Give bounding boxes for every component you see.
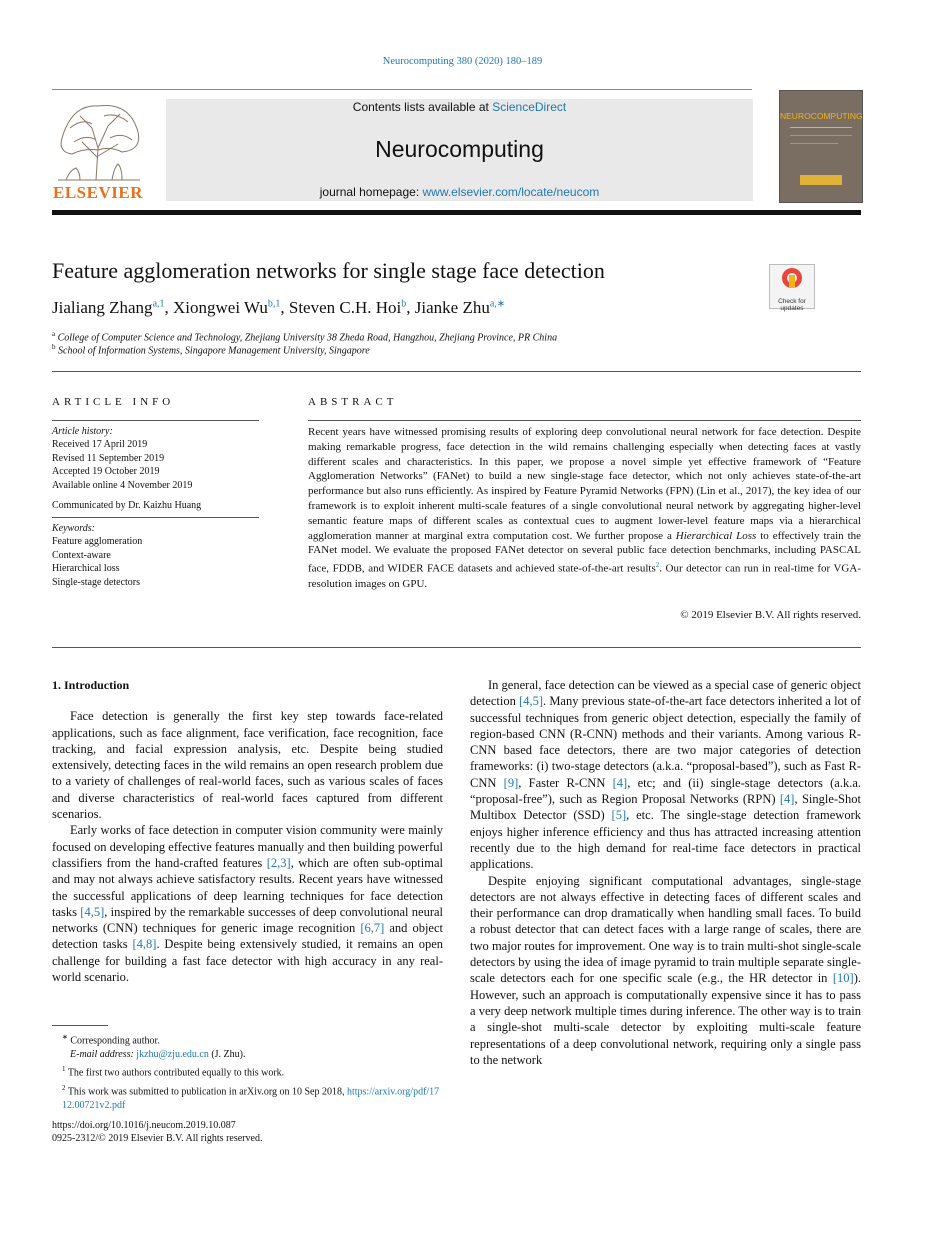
- communicated-by: Communicated by Dr. Kaizhu Huang: [52, 500, 202, 511]
- citation-link[interactable]: [2,3]: [266, 855, 291, 870]
- footnote-ref[interactable]: 2: [655, 561, 660, 570]
- citation-link[interactable]: [5]: [611, 808, 627, 823]
- author-sup[interactable]: b,1: [267, 298, 281, 310]
- citation-link[interactable]: [9]: [503, 775, 519, 790]
- footnote-corresponding: ∗ Corresponding author.: [62, 1033, 160, 1047]
- keywords: [52, 522, 262, 589]
- author-name: Steven C.H. Hoi: [288, 298, 402, 317]
- doi-link[interactable]: https://doi.org/10.1016/j.neucom.2019.10.087: [52, 1120, 236, 1131]
- abstract-heading: ABSTRACT: [308, 396, 398, 408]
- keyword: Context-aware: [52, 549, 111, 561]
- keyword: Hierarchical loss: [52, 563, 120, 575]
- author-sup[interactable]: b: [401, 298, 407, 310]
- history-label: Article history:: [52, 426, 113, 437]
- footnote-email: E-mail address: jkzhu@zju.edu.cn (J. Zhu).: [70, 1049, 246, 1061]
- article-info-heading: ARTICLE INFO: [52, 396, 175, 408]
- author-name: Jialiang Zhang: [52, 298, 153, 317]
- affiliation-a: $^a$ College of Computer Science and Technology, Zhejiang University 38 Zheda Road, Hangzhou, Zhejiang Province, PR China: [52, 330, 558, 344]
- citation-link[interactable]: [4,5]: [80, 904, 105, 919]
- footnote-1: $^1$ The first two authors contributed equally to this work.: [62, 1065, 285, 1079]
- keywords-rule: [52, 517, 259, 518]
- keywords-label: Keywords:: [52, 523, 95, 534]
- homepage-line: [166, 185, 753, 199]
- citation-link[interactable]: [4]: [779, 792, 795, 807]
- author-list: Jialiang Zhang$^{a,1}$, Xiongwei Wu$^{b,1}$, Steven C.H. Hoi$^b$, Jianke Zhu$^{a,∗}$: [52, 298, 506, 317]
- abstract-text: Recent years have witnessed promising results of exploring deep convolutional neural network for face detection. Despite making remarkable progress, face detection in the wild remains challenging especially when detecting faces at vastly different scales and characteristics. In this paper, we propose a novel simple yet effective framework of “Feature Agglomeration Networks” (FANet) to build a new single-stage face detector, which not only achieves state-of-the-art performance but also runs efficiently. As inspired by Feature Pyramid Networks (FPN) (Lin et al., 2017), the key idea of our framework is to exploit inherent multi-scale features of a single convolutional neural network by aggregating higher-level semantic feature maps of different scales as contextual cues to augment lower-level feature maps via a hierarchical agglomeration manner at marginal extra computation cost. We further propose a Hierarchical Loss to effectively train the FANet model. We evaluate the proposed FANet detector on several public face detection benchmarks, including PASCAL face, FDDB, and WIDER FACE datasets and achieved state-of-the-art results$^2$. Our detector can run in real-time for VGA-resolution images on GPU.: [308, 426, 862, 590]
- homepage-link[interactable]: www.elsevier.com/locate/neucom: [422, 185, 600, 199]
- revised-date: Revised 11 September 2019: [52, 452, 165, 464]
- elsevier-tree-icon: [52, 98, 144, 182]
- info-rule: [52, 420, 259, 421]
- received-date: Received 17 April 2019: [52, 439, 148, 451]
- article-title: Feature agglomeration networks for single stage face detection: [52, 258, 605, 283]
- section-heading-introduction: 1. Introduction: [52, 678, 130, 692]
- crossmark-icon: [770, 265, 814, 293]
- journal-cover-image: [779, 90, 863, 203]
- check-for-updates-button[interactable]: [769, 264, 815, 312]
- citation-link[interactable]: [4,8]: [132, 937, 157, 952]
- header-rule: [52, 89, 752, 90]
- body-rule: [52, 647, 861, 648]
- paragraph: Face detection is generally the first key step towards face-related applications, such as face alignment, face verification, face recognition, face tracking, and facial expression analysis, etc. Despite being studied extensively, detecting faces in the wild remains an open research problem due to a variety of challenges of real-world faces, such as various scales of faces and diverse characteristics of real-world faces captured from different scenarios.: [52, 709, 443, 822]
- author-sup[interactable]: a,1: [152, 298, 165, 310]
- accepted-date: Accepted 19 October 2019: [52, 466, 160, 478]
- footnotes: [52, 1030, 443, 1113]
- homepage-prefix: journal homepage:: [319, 185, 423, 199]
- crossmark-label: Check for updates: [778, 298, 806, 312]
- email-link[interactable]: jkzhu@zju.edu.cn: [136, 1049, 209, 1061]
- section-rule: [52, 371, 861, 372]
- footnote-2: $^2$ This work was submitted to publication in arXiv.org on 10 Sep 2018, https://arxiv.org/pdf/1712.00721v2.pdf: [62, 1083, 440, 1111]
- issn-line: 0925-2312/© 2019 Elsevier B.V. All rights reserved.: [52, 1133, 263, 1144]
- journal-name: Neurocomputing: [375, 136, 544, 162]
- keyword: Single-stage detectors: [52, 576, 141, 588]
- article-history: [52, 425, 262, 492]
- journal-reference[interactable]: Neurocomputing 380 (2020) 180–189: [382, 56, 543, 67]
- left-column: [52, 677, 443, 985]
- arxiv-link[interactable]: https://arxiv.org/pdf/1712.00721v2.pdf: [62, 1085, 440, 1111]
- author-name: Jianke Zhu: [414, 298, 490, 317]
- paragraph: In general, face detection can be viewed as a special case of generic object detection [4,5]. Many previous state-of-the-art face detectors inherited a lot of successful techniques from generic object detection, especially the family of region-based CNN (R-CNN) methods and their variants. Among various R-CNN based face detectors, there are two major categories of detection frameworks: (i) two-stage detectors (a.k.a. “proposal-based”), such as Fast R-CNN [9], Faster R-CNN [4], etc; and (ii) single-stage detectors (a.k.a. “proposal-free”), such as Region Proposal Networks (RPN) [4], Single-Shot Multibox Detector (SSD) [5], etc. The single-stage detection framework enjoys higher inference efficiency and thus has attracted increasing attention recently due to the high demand for real-time face detectors in practical applications.: [470, 678, 861, 872]
- sciencedirect-link[interactable]: ScienceDirect: [492, 100, 567, 114]
- citation-link[interactable]: [10]: [832, 971, 854, 986]
- publisher-name: ELSEVIER: [53, 183, 143, 202]
- paragraph: Despite enjoying significant computational advantages, single-stage detectors are not always effective in detecting faces of different scales and their performance can drop dramatically when handling small faces. To build a robust detector that can detect faces with a large range of scales, there are two major routes for improvement. One way is to train multi-shot single-scale detectors by using the idea of image pyramid to train multiple separate single-scale detectors each for one specific scale (e.g., the HR detector in [10]). However, such an approach is computationally expensive since it has to pass a very deep network multiple times during inference. The other way is to train a single-shot multi-scale detector by exploiting multi-scale feature representations of a deep convolutional network, requiring only a single pass to the network: [470, 873, 861, 1067]
- author-sup[interactable]: a,∗: [489, 298, 506, 310]
- cover-title: NEUROCOMPUTING: [780, 111, 863, 121]
- keyword: Feature agglomeration: [52, 536, 143, 548]
- citation-link[interactable]: [4,5]: [519, 694, 543, 709]
- online-date: Available online 4 November 2019: [52, 479, 193, 491]
- contents-prefix: Contents lists available at: [352, 100, 493, 114]
- abstract-rule: [308, 420, 861, 421]
- citation-link[interactable]: [4]: [612, 775, 628, 790]
- footnote-rule: [52, 1025, 108, 1026]
- contents-line: [166, 100, 753, 114]
- author-name: Xiongwei Wu: [173, 298, 268, 317]
- affiliation-b: $^b$ School of Information Systems, Singapore Management University, Singapore: [52, 343, 370, 357]
- header-thick-rule: [52, 210, 861, 215]
- paragraph: Early works of face detection in computer vision community were mainly focused on developing effective features manually and then building powerful classifiers from the hand-crafted features [2,3], which are often sub-optimal and may not always achieve satisfactory results. Recent years have witnessed the successful applications of deep learning techniques for face detection tasks [4,5], inspired by the remarkable successes of deep convolutional neural networks (CNN) techniques for generic image recognition [6,7] and object detection tasks [4,8]. Despite being extensively studied, it remains an open challenge for building a fast face detector with high accuracy in any real-world scenario.: [52, 823, 443, 985]
- abstract-copyright: © 2019 Elsevier B.V. All rights reserved.: [680, 609, 861, 621]
- citation-link[interactable]: [6,7]: [360, 921, 385, 936]
- right-column: [470, 677, 861, 1068]
